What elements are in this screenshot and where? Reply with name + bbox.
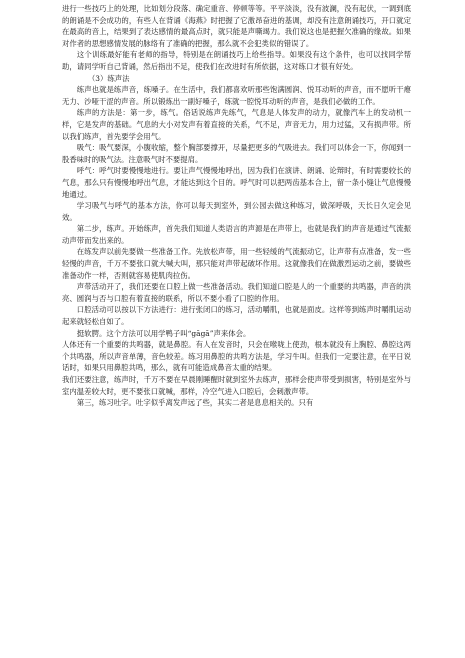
paragraph-15: 第三，练习吐字。吐字似乎离发声远了些，其实二者是息息相关的。只有 [76,398,314,408]
paragraph-6: 呼气：呼气时要慢慢地进行。要让声气慢慢地呼出，因为我们在演讲、朗诵、论辩时，有时需要较长的气息，那么只有慢慢地呼出气息，才能达到这个目的。呼气时可以把两齿基本合上，留一条小缝让气息慢慢地通过。 [62,166,411,199]
paragraph-4: 练声的方法是：第一步，练气。俗话说练声先练气，气息是人体发声的动力，就像汽车上的发动机一样，它是发声的基础。气息的大小对发声有着直接的关系，气不足，声音无力，用力过猛，又有损声带。所以我们练声，首先要学会用气。 [62,108,411,141]
paragraph-11: 口腔活动可以按以下方法进行：进行张闭口的练习，活动嚼肌，也就是面皮。这样等到练声时嚼肌运动起来就轻松自如了。 [62,305,411,327]
paragraph-13: 人体还有一个重要的共鸣器，就是鼻腔。有人在发音时，只会在喉咙上使劲，根本就没有上胸腔、鼻腔这两个共鸣器，所以声音单薄，音色较差。练习用鼻腔的共鸣方法是，学习牛叫。但我们一定要注意，在平日说话时，如果只用鼻腔共鸣，那么，就有可能造成鼻音太重的结果。 [62,340,411,373]
paragraph-12: 挺软腭。这个方法可以用学鸭子叫“gāgā”声来体会。 [76,328,251,338]
paragraph-14: 我们还要注意，练声时，千万不要在早晨刚睡醒时就到室外去练声，那样会使声带受到损害，特别是室外与室内温差较大时，更不要张口就喊，那样，冷空气进入口腔后，会刺激声带。 [62,375,411,396]
paragraph-9: 在练发声以前先要做一些准备工作。先放松声带，用一些轻缓的气流振动它，让声带有点准备，发一些轻慢的声音，千万不要张口就大喊大叫，那只能对声带起破坏作用。这就像我们在做激烈运动之前，要做些准备动作一样，否则就容易使肌肉拉伤。 [62,247,411,280]
section-heading: （3）练声法 [87,73,130,83]
paragraph-3: 练声也就是练声音，练嗓子。在生活中，我们都喜欢听那些饱满圆润、悦耳动听的声音，而不愿听干瘪无力、沙哑干涩的声音。所以锻炼出一副好嗓子，练就一腔悦耳动听的声音，是我们必做的工作。 [62,85,411,106]
paragraph-2: 这个训练最好能有老师的指导，特别是在朗诵技巧上给些指导。如果没有这个条件，也可以找同学帮助，请同学听自己背诵，然后指出不足，使我们在改进时有所依据，这对练口才很有好处。 [62,50,411,71]
paragraph-1: 进行一些技巧上的处理，比如划分段落、确定重音、停顿等等。平平淡淡，没有波澜，没有起伏，一调到底的朗诵是不会成功的，有些人在背诵《海燕》时把握了它激昂奋进的基调，却没有注意朗诵技巧，开口就定在最高的音上，结果到了表达感情的最高点时，就只能是声嘶竭力。我们说这也是把握欠准确的缘故。如果对作者的思想感情发展的脉络有了准确的把握，那么就不会犯类似的错误了。 [62,4,411,48]
paragraph-7: 学习吸气与呼气的基本方法，你可以每天到室外，到公园去做这种练习，做深呼吸，天长日久定会见效。 [62,201,411,222]
paragraph-5: 吸气：吸气要深，小腹收缩，整个胸部要撑开，尽量把更多的气吸进去。我们可以体会一下，你闻到一股香味时的吸气法。注意吸气时不要提肩。 [62,143,411,164]
paragraph-10: 声带活动开了，我们还要在口腔上做一些准备活动。我们知道口腔是人的一个重要的共鸣器，声音的洪亮、圆润与否与口腔有着直接的联系，所以不要小看了口腔的作用。 [62,282,411,303]
paragraph-8: 第二步，练声。开始练声，首先我们知道人类语言的声源是在声带上，也就是我们的声音是通过气流振动声带而发出来的。 [62,224,411,245]
